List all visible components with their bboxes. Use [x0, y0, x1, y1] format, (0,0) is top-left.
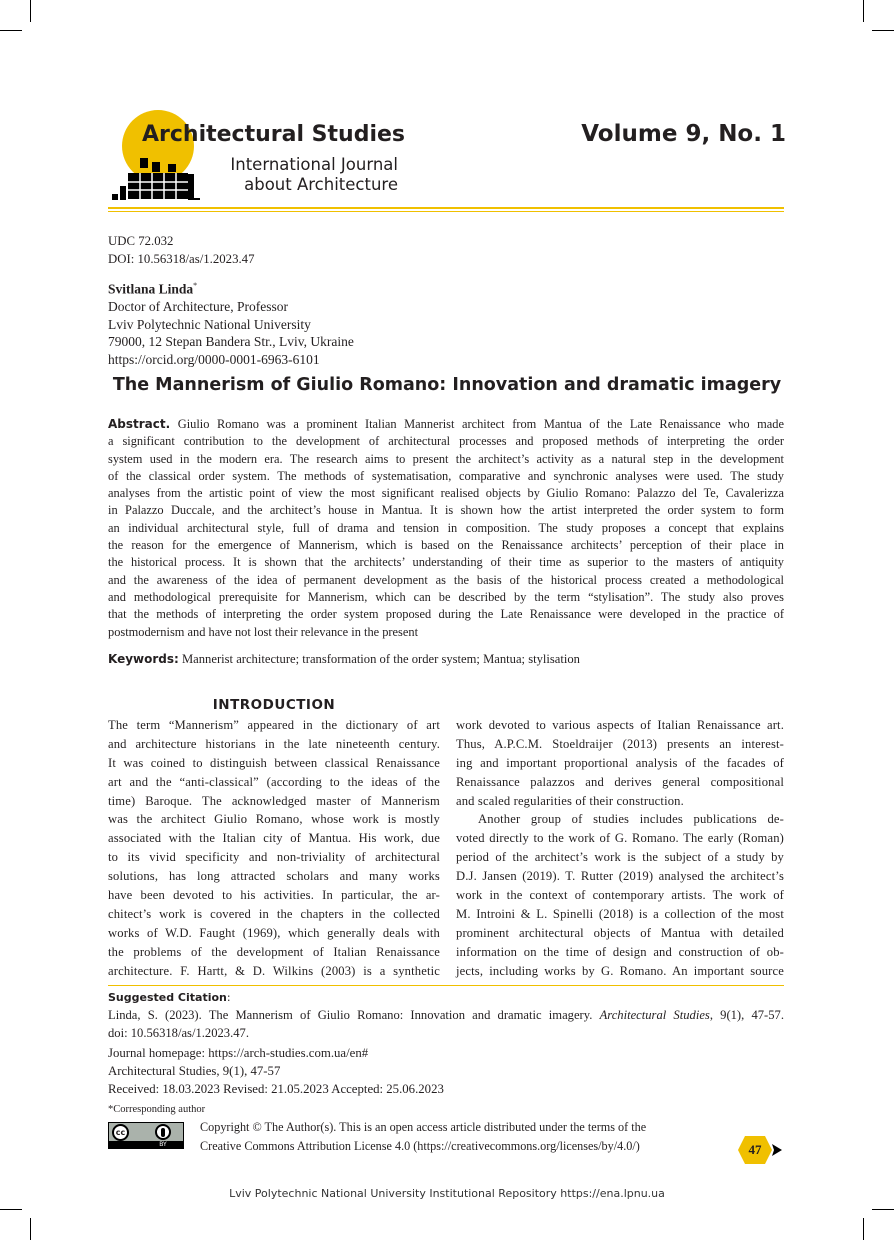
abstract-line: Giulio Romano was a prominent Italian Mannerist architect from Mantua of the Late Renaissance who made	[170, 417, 784, 431]
body-text-line: chitect’s work is covered in the chapters in the collected	[108, 906, 440, 921]
doi-label: DOI:	[108, 252, 135, 266]
body-text-line: the problems of the development of Italian Renaissance	[108, 944, 440, 959]
issue-info: Architectural Studies, 9(1), 47-57	[108, 1064, 281, 1078]
abstract-line: and the awareness of the idea of permanent development as the basis of the historical process created a methodological	[108, 572, 784, 587]
crop-mark	[863, 0, 864, 22]
crop-mark	[30, 0, 31, 22]
author-address: 79000, 12 Stepan Bandera Str., Lviv, Ukraine	[108, 334, 354, 349]
body-text-line: solutions, has long attracted scholars and many works	[108, 869, 440, 884]
body-text-line: jects, including works by G. Romano. An important source	[456, 963, 784, 978]
cc-by-badge[interactable]	[108, 1122, 184, 1149]
dates: Received: 18.03.2023 Revised: 21.05.2023 Accepted: 25.06.2023	[108, 1082, 444, 1096]
citation-label: Suggested Citation	[108, 991, 227, 1004]
author-degree: Doctor of Architecture, Professor	[108, 299, 288, 314]
citation-text-1: Linda, S. (2023). The Mannerism of Giulio Romano: Innovation and dramatic imagery.	[108, 1008, 600, 1022]
body-text-line: ing and important proportional analysis of the facades of	[456, 755, 784, 770]
abstract-line: of the classical order system. The methods of systematisation, comparative and synchronic analyses were used. The study	[108, 468, 784, 483]
author-name: Svitlana Linda	[108, 281, 194, 297]
volume-label: Volume 9, No. 1	[581, 121, 786, 147]
author-orcid[interactable]: https://orcid.org/0000-0001-6963-6101	[108, 351, 320, 367]
crop-mark	[30, 1218, 31, 1240]
repository-footer: Lviv Polytechnic National University Institutional Repository https://ena.lpnu.ua	[229, 1187, 665, 1200]
header-rule	[108, 211, 784, 212]
doi-link[interactable]: 10.56318/as/1.2023.47	[137, 252, 255, 266]
journal-title: Architectural Studies	[142, 122, 406, 147]
intro-left-column	[108, 716, 440, 980]
crop-mark	[0, 1209, 22, 1210]
abstract-line: the reason for the emergence of Mannerism, which is based on the Renaissance architects’ perception of their place in	[108, 538, 784, 553]
journal-logo	[108, 108, 406, 203]
section-heading-introduction: INTRODUCTION	[212, 697, 336, 713]
corresponding-note: *Corresponding author	[108, 1104, 206, 1115]
body-text-line: Another group of studies includes publications de-	[478, 812, 784, 827]
body-text-line: The term “Mannerism” appeared in the dictionary of art	[108, 718, 440, 732]
attribution-icon	[155, 1124, 171, 1140]
body-text-line: work in the context of contemporary artists. The work of	[456, 888, 784, 903]
keywords-label: Keywords:	[108, 652, 179, 666]
abstract-line: in Palazzo Duccale, and the architect’s house in Mantua. It is shown how the artist interpreted the order system to form	[108, 503, 784, 518]
body-text-line: voted directly to the work of G. Romano. The early (Roman)	[456, 831, 784, 846]
abstract-line: postmodernism and have not lost their relevance in the present	[108, 624, 419, 639]
body-text-line: time) Baroque. The acknowledged master of Mannerism	[108, 793, 440, 808]
intro-right-column	[456, 716, 784, 980]
citation-rule	[108, 985, 784, 986]
abstract-line: that the methods of interpreting the order system proposed during the Late Renaissance were developed in the practice of	[108, 607, 784, 622]
body-text-line: information on the time of design and construction of ob-	[456, 944, 784, 959]
page-number-badge	[738, 1136, 772, 1164]
author-institution: Lviv Polytechnic National University	[108, 316, 311, 332]
body-text-line: Renaissance palazzos and derives general compositional	[456, 774, 784, 789]
body-text-line: Thus, A.P.C.M. Stoeldraijer (2013) presents an interest-	[456, 736, 784, 751]
body-text-line: It was coined to distinguish between classical Renaissance	[108, 755, 440, 770]
body-text-line: art and the “anti-classical” (according to the ideas of the	[108, 774, 440, 789]
cc-icon: cc	[112, 1124, 129, 1141]
crop-mark	[0, 30, 22, 31]
keywords	[108, 652, 580, 667]
author-mark: *	[193, 281, 198, 290]
citation-doi[interactable]: doi: 10.56318/as/1.2023.47.	[108, 1026, 249, 1040]
abstract-line: an individual architectural style, full of drama and tension in composition. The study proposes a concept that explains	[108, 520, 784, 535]
crop-mark	[863, 1218, 864, 1240]
abstract-line: a significant contribution to the development of architectural processes and proposed methods of interpreting the order	[108, 434, 784, 449]
body-text-line: and scaled regularities of their construction.	[456, 793, 684, 808]
crop-mark	[872, 1209, 894, 1210]
crop-mark	[872, 30, 894, 31]
body-text-line: to its vivid specificity and non-triviality of architectural	[108, 850, 440, 865]
abstract	[108, 416, 784, 641]
journal-subtitle-1: International Journal	[230, 155, 398, 174]
body-text-line: works of W.D. Faught (1969), which generally deals with	[108, 925, 440, 940]
header-rule	[108, 207, 784, 209]
license-line-2[interactable]: Creative Commons Attribution License 4.0 (https://creativecommons.org/licenses/by/4.0/)	[200, 1138, 640, 1153]
body-text-line: work devoted to various aspects of Italian Renaissance art.	[456, 718, 784, 732]
body-text-line: prominent architectural objects of Mantua with detailed	[456, 925, 784, 940]
body-text-line: architecture. F. Hartt, & D. Wilkins (2003) is a synthetic	[108, 963, 440, 978]
abstract-line: system used in the modern era. The research aims to present the architect’s activity as a natural step in the development	[108, 451, 784, 466]
citation-journal: Architectural Studies	[599, 1008, 710, 1022]
body-text-line: was the architect Giulio Romano, whose work is mostly	[108, 812, 440, 827]
body-text-line: M. Introini & L. Spinelli (2018) is a collection of the most	[456, 906, 784, 921]
article-title: The Mannerism of Giulio Romano: Innovation and dramatic imagery	[112, 375, 782, 395]
abstract-line: and methodological prerequisite for Mannerism, which can be described by the term “stylisation”. The study also proves	[108, 589, 784, 604]
journal-homepage[interactable]: Journal homepage: https://arch-studies.com.ua/en#	[108, 1046, 369, 1060]
page-number: 47	[748, 1142, 762, 1157]
abstract-line: analyses from the artistic point of view the most significant realised objects by Giulio Romano: Palazzo del Te, Cavalerizza	[108, 486, 784, 501]
cc-by-text: BY	[159, 1141, 167, 1148]
citation-colon: :	[226, 991, 231, 1004]
keywords-text: Mannerist architecture; transformation of the order system; Mantua; stylisation	[178, 652, 580, 666]
body-text-line: D.J. Jansen (2019). T. Rutter (2019) analysed the architect’s	[456, 869, 784, 884]
citation-text	[108, 1006, 784, 1024]
abstract-line: the historical process. It is shown that the architects’ understanding of their time as superior to the masters of antiquity	[108, 555, 784, 570]
license-line-1: Copyright © The Author(s). This is an open access article distributed under the terms of the	[200, 1120, 647, 1134]
body-text-line: and architecture historians in the late nineteenth century.	[108, 736, 440, 751]
udc: UDC 72.032	[108, 234, 174, 248]
abstract-label: Abstract.	[108, 417, 171, 431]
citation-text-2: , 9(1), 47-57.	[709, 1008, 784, 1022]
body-text-line: period of the architect’s work is the subject of a study by	[456, 850, 784, 865]
body-text-line: associated with the Italian city of Mantua. His work, due	[108, 831, 440, 846]
body-text-line: have been devoted to his activities. In particular, the ar-	[108, 888, 440, 903]
journal-subtitle-2: about Architecture	[244, 175, 398, 194]
